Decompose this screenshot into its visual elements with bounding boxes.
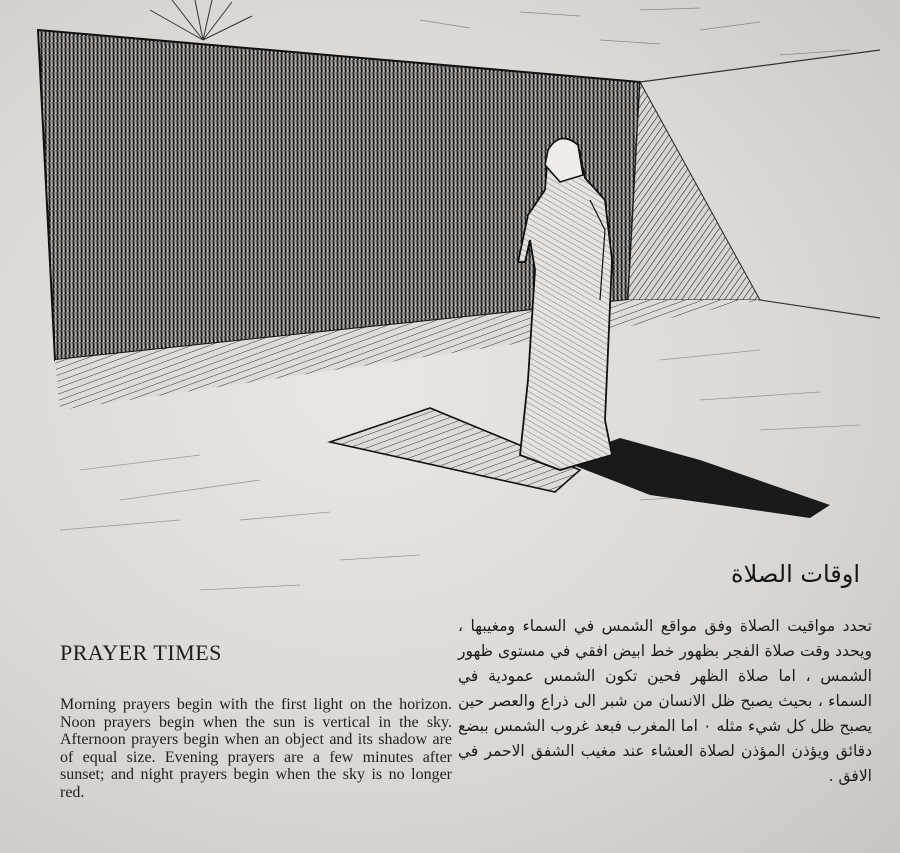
english-body: Morning prayers begin with the first light on the horizon. Noon prayers begin when the sun is vertical in the sky. Afternoon prayers begin when an object and its shadow are of equal size. Evening prayers are a few minutes after sunset; and night prayers begin when the sky is no longer red. bbox=[60, 696, 452, 801]
horizon-line bbox=[640, 50, 880, 82]
sky-strokes bbox=[420, 8, 850, 55]
arabic-body: تحدد مواقيت الصلاة وفق مواقع الشمس في السماء ومغيبها ، ويحدد وقت صلاة الفجر بظهور خط ابيض افقي في مستوى ظهور الشمس ، اما صلاة الظهر فحين تكون الشمس عمودية في السماء ، بحيث يصبح ظل الانسان من شبر الى ذراع والعصر حين يصبح ظل كل شيء مثله ٠ اما المغرب فبعد غروب الشمس ببضع دقائق ويؤذن المؤذن لصلاة العشاء عند مغيب الشفق الاحمر في الافق . bbox=[458, 617, 872, 785]
arabic-title: اوقات الصلاة bbox=[731, 560, 860, 588]
wall-side-shadow bbox=[628, 82, 760, 300]
english-title: PRAYER TIMES bbox=[60, 640, 222, 665]
sun-rays bbox=[150, 0, 252, 40]
